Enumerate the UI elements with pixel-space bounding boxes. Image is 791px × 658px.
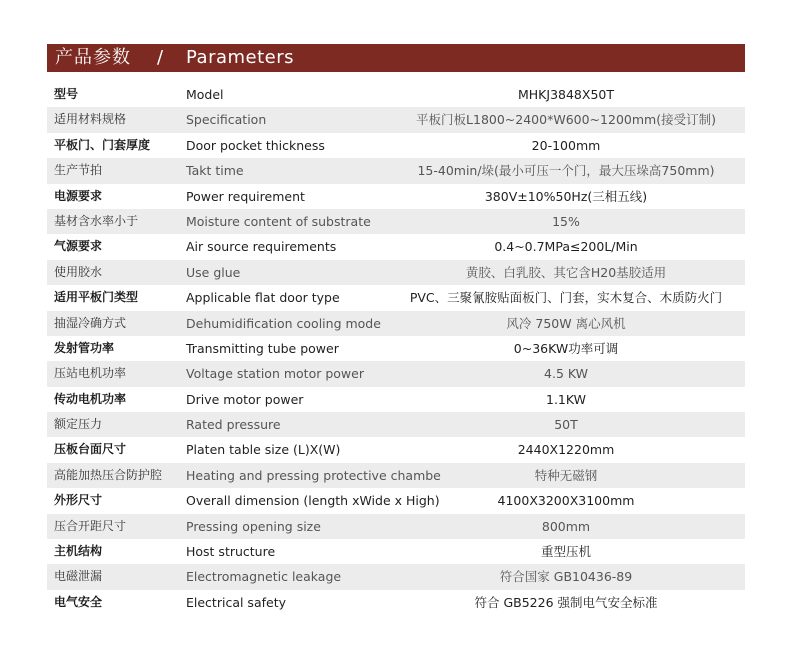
row-label-en: Overall dimension (length xWide x High) [186,493,440,509]
row-label-cn: 平板门、门套厚度 [54,137,151,152]
table-row [47,184,745,209]
row-label-cn: 主机结构 [54,544,103,559]
table-row [47,234,745,259]
row-label-cn: 电气安全 [54,594,103,609]
header-title-cn: 产品参数 [55,47,131,68]
row-value: 风冷 750W 离心风机 [506,315,626,331]
table-row [47,361,745,386]
row-label-cn: 电磁泄漏 [54,569,103,584]
row-value: 4.5 KW [544,366,588,382]
row-label-en: Applicable flat door type [186,290,340,306]
row-label-cn: 生产节拍 [54,163,103,178]
row-label-cn: 使用胶水 [54,264,103,279]
row-value: PVC、三聚氰胺贴面板门、门套，实木复合、木质防火门 [409,290,723,306]
row-label-cn: 电源要求 [54,188,103,203]
row-label-cn: 压站电机功率 [54,366,127,381]
row-label-en: Air source requirements [186,239,337,255]
row-value: 0.4~0.7MPa≤200L/Min [494,239,638,255]
row-value: 重型压机 [540,544,591,560]
row-label-en: Pressing opening size [186,518,321,534]
table-row [47,488,745,513]
header-title-en: Parameters [186,47,295,68]
table-row [47,336,745,361]
row-value: 0~36KW功率可调 [513,340,619,356]
table-row [47,514,745,539]
row-label-en: Voltage station motor power [186,366,364,382]
row-label-cn: 压板台面尺寸 [54,442,127,457]
table-row [47,133,745,158]
row-label-en: Moisture content of substrate [186,213,371,229]
row-label-en: Door pocket thickness [186,137,325,153]
row-value: 380V±10%50Hz(三相五线) [484,188,648,204]
row-value: 20-100mm [531,137,601,153]
row-label-en: Rated pressure [186,417,281,433]
row-label-cn: 高能加热压合防护腔 [54,467,163,482]
table-row [47,437,745,462]
row-value: 符合国家 GB10436-89 [499,569,633,585]
row-label-cn: 基材含水率小于 [54,213,139,228]
row-label-en: Dehumidification cooling mode [186,315,381,331]
table-row [47,209,745,234]
row-value: 黄胶、白乳胶、其它含H20基胶适用 [465,264,667,280]
row-value: 2440X1220mm [517,442,615,458]
row-value: 15% [552,213,580,229]
table-row [47,564,745,589]
row-label-cn: 额定压力 [54,417,103,432]
table-row [47,412,745,437]
row-label-en: Heating and pressing protective chambe [186,467,441,483]
row-label-en: Electromagnetic leakage [186,569,342,585]
table-row [47,311,745,336]
table-row [47,590,745,615]
row-value: 特种无磁钢 [534,467,598,483]
table-row [47,285,745,310]
row-label-cn: 型号 [54,87,79,101]
row-value: 平板门板L1800~2400*W600~1200mm(接受订制) [416,112,716,128]
table-row [47,82,745,107]
row-label-en: Host structure [186,544,276,560]
row-label-en: Takt time [186,163,244,179]
row-label-cn: 气源要求 [54,239,103,254]
row-value: 50T [554,417,578,433]
row-label-cn: 传动电机功率 [54,391,127,406]
parameters-table [47,82,745,615]
row-value: 1.1KW [546,391,586,407]
row-label-cn: 适用材料规格 [54,112,127,127]
table-row [47,539,745,564]
row-label-en: Use glue [186,264,241,280]
row-value: 符合 GB5226 强制电气安全标准 [474,594,658,610]
row-label-en: Platen table size (L)X(W) [186,442,341,458]
row-label-en: Drive motor power [186,391,304,407]
row-value: 800mm [541,518,591,534]
row-label-en: Power requirement [186,188,305,204]
row-label-cn: 外形尺寸 [54,493,103,508]
table-row [47,260,745,285]
row-label-en: Electrical safety [186,594,286,610]
row-label-cn: 发射管功率 [54,340,115,355]
row-value: 15-40min/垛(最小可压一个门，最大压垛高750mm) [417,163,715,179]
row-label-en: Transmitting tube power [186,340,339,356]
row-label-cn: 适用平板门类型 [54,290,139,305]
table-row [47,158,745,183]
header-slash: / [157,47,164,68]
table-row [47,463,745,488]
table-row [47,107,745,132]
parameters-header [47,44,745,72]
row-value: MHKJ3848X50T [518,87,614,102]
row-label-cn: 压合开距尺寸 [54,518,127,533]
row-label-cn: 抽湿冷确方式 [54,315,127,330]
row-label-en: Specification [186,112,267,128]
row-label-en: Model [186,87,224,102]
table-row [47,387,745,412]
row-value: 4100X3200X3100mm [497,493,635,509]
